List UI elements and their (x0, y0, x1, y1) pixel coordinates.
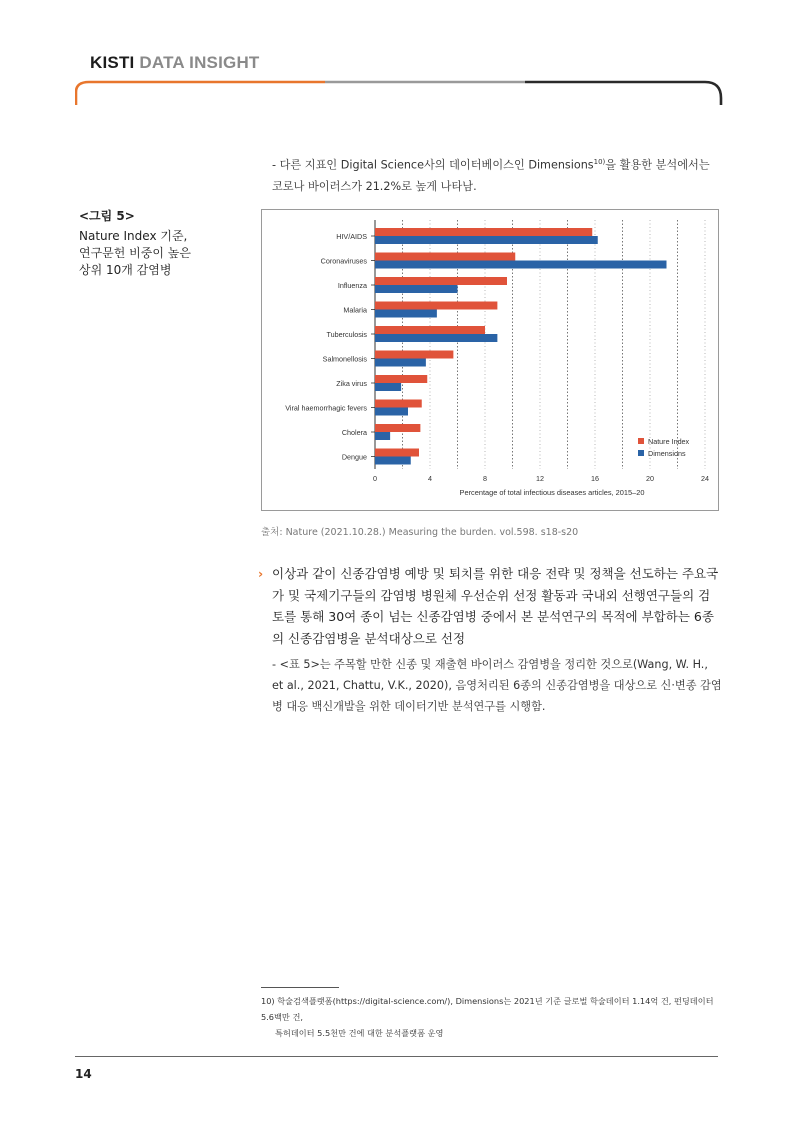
figure-label: <그림 5> (79, 209, 135, 223)
bar-nature-index (375, 253, 515, 261)
page-number: 14 (75, 1067, 92, 1081)
category-label: Coronaviruses (320, 256, 367, 266)
source-note: 출처: Nature (2021.10.28.) Measuring the burden. vol.598. s18-s20 (261, 527, 579, 538)
x-tick-label: 12 (536, 474, 544, 483)
bar-dimensions (375, 261, 667, 269)
x-tick-label: 20 (646, 474, 654, 483)
x-tick-label: 8 (483, 474, 487, 483)
chart-frame (261, 209, 719, 511)
legend-label: Dimensions (648, 449, 686, 458)
bar-dimensions (375, 236, 598, 244)
footnote-line-2: 특허데이터 5.5천만 건에 대한 분석플랫폼 운영 (275, 1028, 444, 1038)
legend-swatch (638, 450, 644, 456)
legend-swatch (638, 438, 644, 444)
brand-data-insight: DATA INSIGHT (134, 53, 260, 72)
bar-nature-index (375, 400, 422, 408)
bar-dimensions (375, 408, 408, 416)
sub-paragraph: - <표 5>는 주목할 만한 신종 및 재출현 바이러스 감염병을 정리한 것으로(Wang, W. H., et al., 2021, Chattu, V.K., 2020), 음영처리된 6종의 신종감염병을 대상으로 신·변종 감염병 대응 백신개발을 위한 데이터기반 분석연구를 시행함. (272, 658, 722, 713)
category-label: Salmonellosis (322, 354, 367, 364)
bar-dimensions (375, 457, 411, 465)
header-rule (75, 78, 723, 106)
x-tick-label: 16 (591, 474, 599, 483)
category-label: Influenza (337, 281, 367, 290)
footnote (261, 993, 723, 1041)
footnote-line-1: 10) 학술검색플랫폼(https://digital-science.com/), Dimensions는 2021년 기준 글로벌 학술데이터 1.14억 건, 펀딩데이터 5.6백만 건, (261, 996, 714, 1022)
bottom-rule (75, 1056, 718, 1057)
brand-title (90, 53, 260, 73)
bar-nature-index (375, 228, 592, 236)
bar-dimensions (375, 310, 437, 318)
footnote-divider (261, 987, 339, 988)
bar-nature-index (375, 375, 427, 383)
intro-paragraph: - 다른 지표인 Digital Science사의 데이터베이스인 Dimensions$^{10)}$을 활용한 분석에서는 코로나 바이러스가 21.2%로 높게 나타남. (272, 158, 710, 193)
category-label: Tuberculosis (326, 330, 367, 339)
bar-nature-index (375, 277, 507, 285)
bar-nature-index (375, 449, 419, 457)
bar-chart (262, 210, 718, 510)
bar-nature-index (375, 326, 485, 334)
category-label: Malaria (343, 305, 367, 315)
bar-dimensions (375, 432, 390, 440)
category-label: HIV/AIDS (336, 232, 367, 241)
bullet-text: 이상과 같이 신종감염병 예방 및 퇴치를 위한 대응 전략 및 정책을 선도하는 주요국가 및 국제기구들의 감염병 병원체 우선순위 선정 활동과 국내외 선행연구들의 검토를 통해 30여 종이 넘는 신종감염병 중에서 본 분석연구의 목적에 부합하는 6종의 신종감염병을 분석대상으로 선정 (272, 566, 719, 646)
x-tick-label: 0 (373, 474, 377, 483)
legend-label: Nature Index (648, 437, 690, 446)
category-label: Cholera (341, 428, 367, 437)
chevron-right-icon: › (258, 566, 264, 581)
bar-dimensions (375, 285, 458, 293)
category-label: Zika virus (336, 379, 367, 388)
x-tick-label: 4 (428, 474, 432, 483)
bar-dimensions (375, 383, 401, 391)
x-axis-title: Percentage of total infectious diseases articles, 2015–20 (459, 488, 645, 497)
bar-dimensions (375, 334, 497, 342)
x-tick-label: 24 (701, 474, 709, 483)
bar-nature-index (375, 351, 453, 359)
bar-nature-index (375, 424, 420, 432)
brand-kisti: KISTI (90, 53, 135, 72)
figure-caption: Nature Index 기준, 연구문헌 비중이 높은 상위 10개 감염병 (79, 229, 191, 277)
category-label: Viral haemorrhagic fevers (285, 403, 367, 413)
footnote-ref: 10) (593, 158, 606, 166)
bullet-paragraph (258, 563, 720, 649)
bar-dimensions (375, 359, 426, 367)
category-label: Dengue (341, 452, 367, 462)
bar-nature-index (375, 302, 497, 310)
